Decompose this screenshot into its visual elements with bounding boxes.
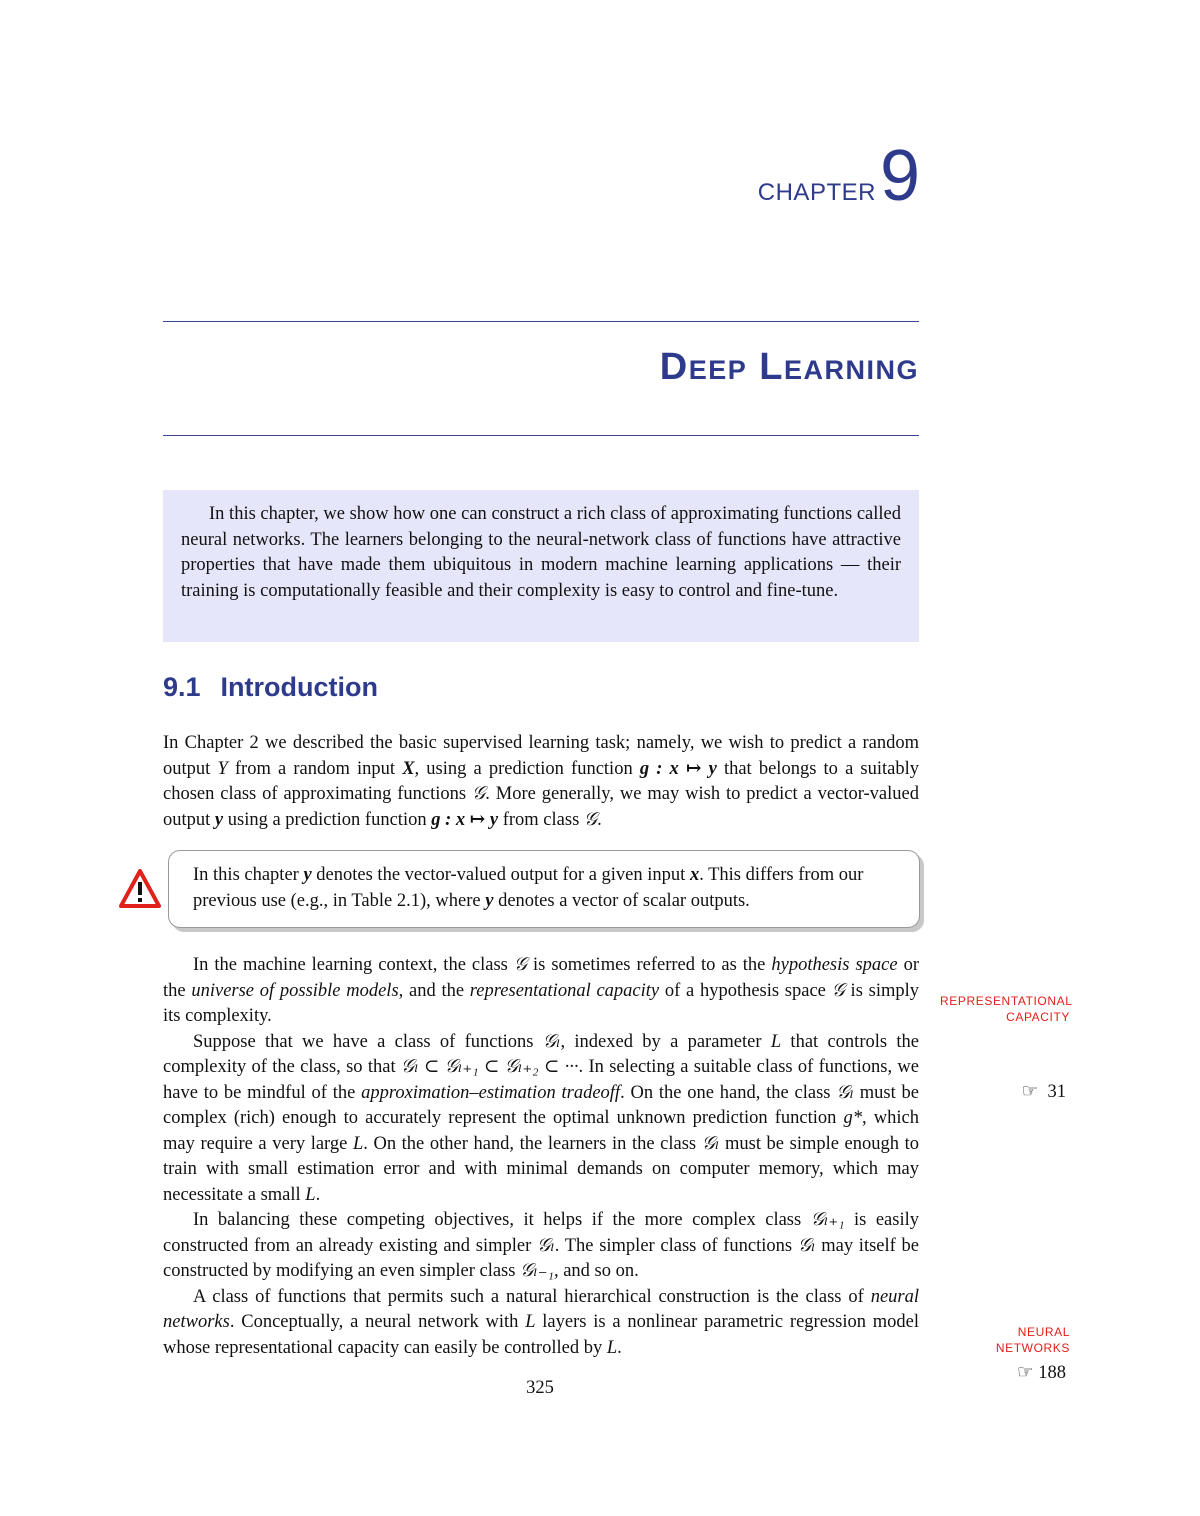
paragraph-function-classes: Suppose that we have a class of functions 𝒢ₗ, indexed by a parameter L that controls the complexity of the class, so that 𝒢ₗ ⊂ 𝒢ₗ₊₁ ⊂ 𝒢ₗ₊₂ ⊂ ···. In selecting a suitable class of functions, we have to be mindful of the approximation–estimation tradeoff. On the one hand, the class 𝒢ₗ must be complex (rich) enough to accurately represent the optimal unknown prediction function g*, which may require a very large L. On the other hand, the learners in the class 𝒢ₗ must be simple enough to train with small estimation error and with minimal demands on computer memory, which may necessitate a small L. xyxy=(163,1031,920,1205)
bottom-rule xyxy=(163,435,919,436)
warning-text: In this chapter y denotes the vector-valued output for a given input x. This differs from our previous use (e.g., in Table 2.1), where y denotes a vector of scalar outputs. xyxy=(193,865,864,911)
page-number: 325 xyxy=(526,1378,554,1398)
section-title: Introduction xyxy=(220,672,379,702)
top-rule xyxy=(163,321,919,322)
margin-note-neural-networks: NEURAL NETWORKS xyxy=(995,1325,1070,1355)
margin-ref-31[interactable]: ☞ 31 xyxy=(1021,1082,1066,1102)
chapter-abstract-box xyxy=(163,490,919,642)
section-number: 9.1 xyxy=(163,672,201,702)
warning-box xyxy=(168,850,920,928)
body-paragraphs xyxy=(163,953,919,1361)
chapter-abstract: In this chapter, we show how one can construct a rich class of approximating functions called neural networks. The learners belonging to the neural-network class of functions have attractive properties that have made them ubiquitous in modern machine learning applications — their training is computationally feasible and their complexity is easy to control and fine-tune. xyxy=(181,504,901,601)
chapter-label: CHAPTER xyxy=(757,179,876,206)
margin-ref-188[interactable]: ☞ 188 xyxy=(1017,1363,1066,1383)
pointing-hand-icon: ☞ xyxy=(1021,1082,1039,1102)
paragraph-competing-objectives: In balancing these competing objectives, it helps if the more complex class 𝒢ₗ₊₁ is easily constructed from an already existing and simpler 𝒢ₗ. The simpler class of functions 𝒢ₗ may itself be constructed by modifying an even simpler class 𝒢ₗ₋₁, and so on. xyxy=(163,1210,919,1281)
chapter-title: Deep Learning xyxy=(659,346,919,388)
paragraph-hypothesis-space: In the machine learning context, the class 𝒢 is sometimes referred to as the hypothesis space or the universe of possible models, and the representational capacity of a hypothesis space 𝒢 is simply its complexity. xyxy=(163,955,919,1026)
pointing-hand-icon: ☞ xyxy=(1017,1363,1034,1383)
chapter-number: 9 xyxy=(879,136,920,216)
paragraph-neural-networks: A class of functions that permits such a natural hierarchical construction is the class of neural networks. Conceptually, a neural network with L layers is a nonlinear parametric regression model whose representational capacity can easily be controlled by L. xyxy=(163,1286,919,1358)
intro-paragraph: In Chapter 2 we described the basic supervised learning task; namely, we wish to predict a random output Y from a random input X, using a prediction function g : x ↦ y that belongs to a suitably chosen class of approximating functions 𝒢. More generally, we may wish to predict a vector-valued output y using a prediction function g : x ↦ y from class 𝒢. xyxy=(163,733,920,830)
margin-note-representational-capacity: REPRESENTATIONAL CAPACITY xyxy=(940,994,1073,1024)
warning-icon xyxy=(118,868,162,910)
section-heading xyxy=(163,672,378,703)
chapter-heading xyxy=(700,136,920,216)
